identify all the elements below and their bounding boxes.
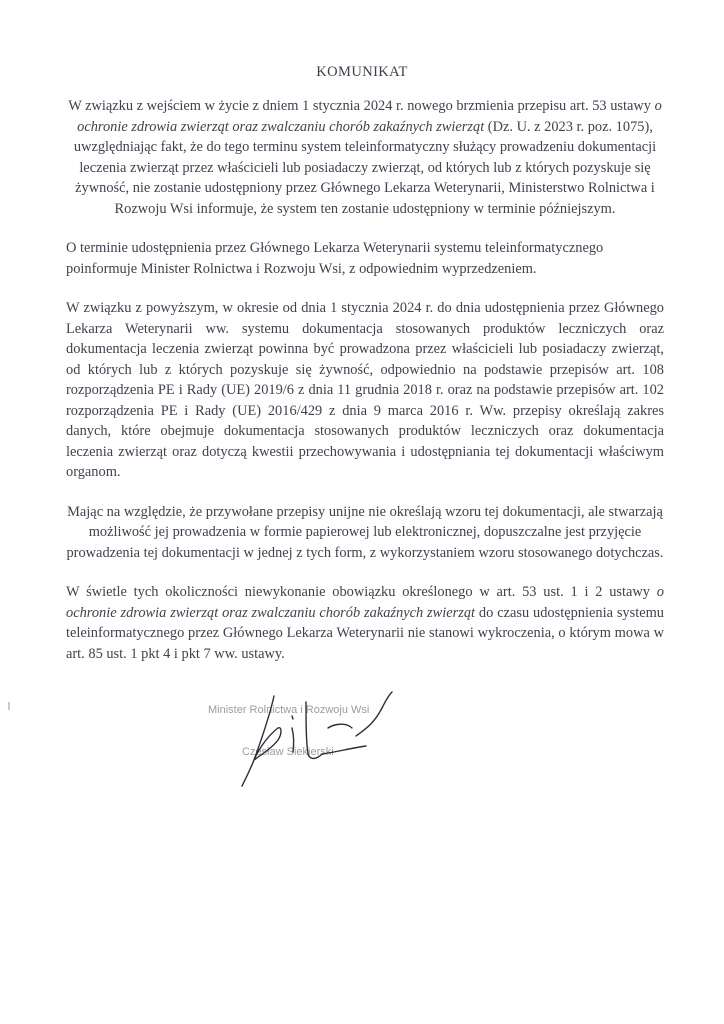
paragraph-2 [66, 238, 664, 279]
signatory-name: Czesław Siekierski [242, 746, 334, 758]
paragraph-3 [66, 298, 664, 483]
paragraph-2-text: O terminie udostępnienia przez Głównego Lekarza Weterynarii systemu teleinformatycznego poinformuje Minister Rolnictwa i Rozwoju Wsi, z odpowiednim wyprzedzeniem. [66, 240, 604, 277]
paragraph-1 [66, 96, 664, 219]
act-title-italic: o ochronie zdrowia zwierząt oraz zwalczaniu chorób zakaźnych zwierząt [66, 584, 664, 621]
paragraph-1-text-a: W związku z wejściem w życie z dniem 1 stycznia 2024 r. nowego brzmienia przepisu art. 53 ustawy [68, 98, 655, 114]
paragraph-5-text-b: do czasu udostępnienia systemu teleinformatycznego przez Głównego Lekarza Weterynarii nie stanowi wykroczenia, o którym mowa w art. 85 ust. 1 pkt 4 i pkt 7 ww. ustawy. [66, 604, 665, 662]
paragraph-5 [66, 582, 664, 664]
signature-block [196, 688, 436, 798]
signatory-title: Minister Rolnictwa i Rozwoju Wsi [208, 704, 370, 716]
paragraph-4 [66, 502, 664, 564]
document-body [66, 96, 664, 664]
paragraph-5-text-a: W świetle tych okoliczności niewykonanie obowiązku określonego w art. 53 ust. 1 i 2 ustawy [66, 584, 657, 600]
act-title-italic: o ochronie zdrowia zwierząt oraz zwalczaniu chorób zakaźnych zwierząt [77, 98, 662, 135]
paragraph-4-text: Mając na względzie, że przywołane przepisy unijne nie określają wzoru tej dokumentacji, ale stwarzają możliwość jej prowadzenia w formie papierowej lub elektronicznej, dopuszczalne jest przyjęcie prowadzenia tej dokumentacji w jednej z tych form, z wykorzystaniem wzoru stosowanego dotychczas. [66, 503, 664, 561]
paragraph-1-text-b: (Dz. U. z 2023 r. poz. 1075), uwzględniając fakt, że do tego terminu system teleinformatyczny służący prowadzeniu dokumentacji leczenia zwierząt przez właścicieli lub posiadaczy zwierząt, od których lub z których pozyskuje się żywność, nie zostanie udostępniony przez Głównego Lekarza Weterynarii, Ministerstwo Rolnictwa i Rozwoju Wsi informuje, że system ten zostanie udostępniony w terminie późniejszym. [73, 118, 657, 217]
scan-mark [8, 702, 10, 710]
paragraph-3-text: W związku z powyższym, w okresie od dnia 1 stycznia 2024 r. do dnia udostępnienia przez Głównego Lekarza Weterynarii ww. systemu dokumentacja stosowanych produktów leczniczych oraz dokumentacja leczenia zwierząt powinna być prowadzona przez właścicieli lub posiadaczy zwierząt, od których lub z których pozyskuje się żywność, odpowiednio na podstawie przepisów art. 108 rozporządzenia PE i Rady (UE) 2019/6 z dnia 11 grudnia 2018 r. oraz na podstawie przepisów art. 102 rozporządzenia PE i Rady (UE) 2016/429 z dnia 9 marca 2016 r. Ww. przepisy określają zakres danych, które obejmuje dokumentacja stosowanych produktów leczniczych oraz dokumentacja leczenia zwierząt oraz dotyczą kwestii przechowywania i udostępniania tej dokumentacji właściwym organom. [66, 300, 664, 480]
handwritten-signature [196, 688, 436, 798]
document-title: KOMUNIKAT [316, 64, 408, 80]
